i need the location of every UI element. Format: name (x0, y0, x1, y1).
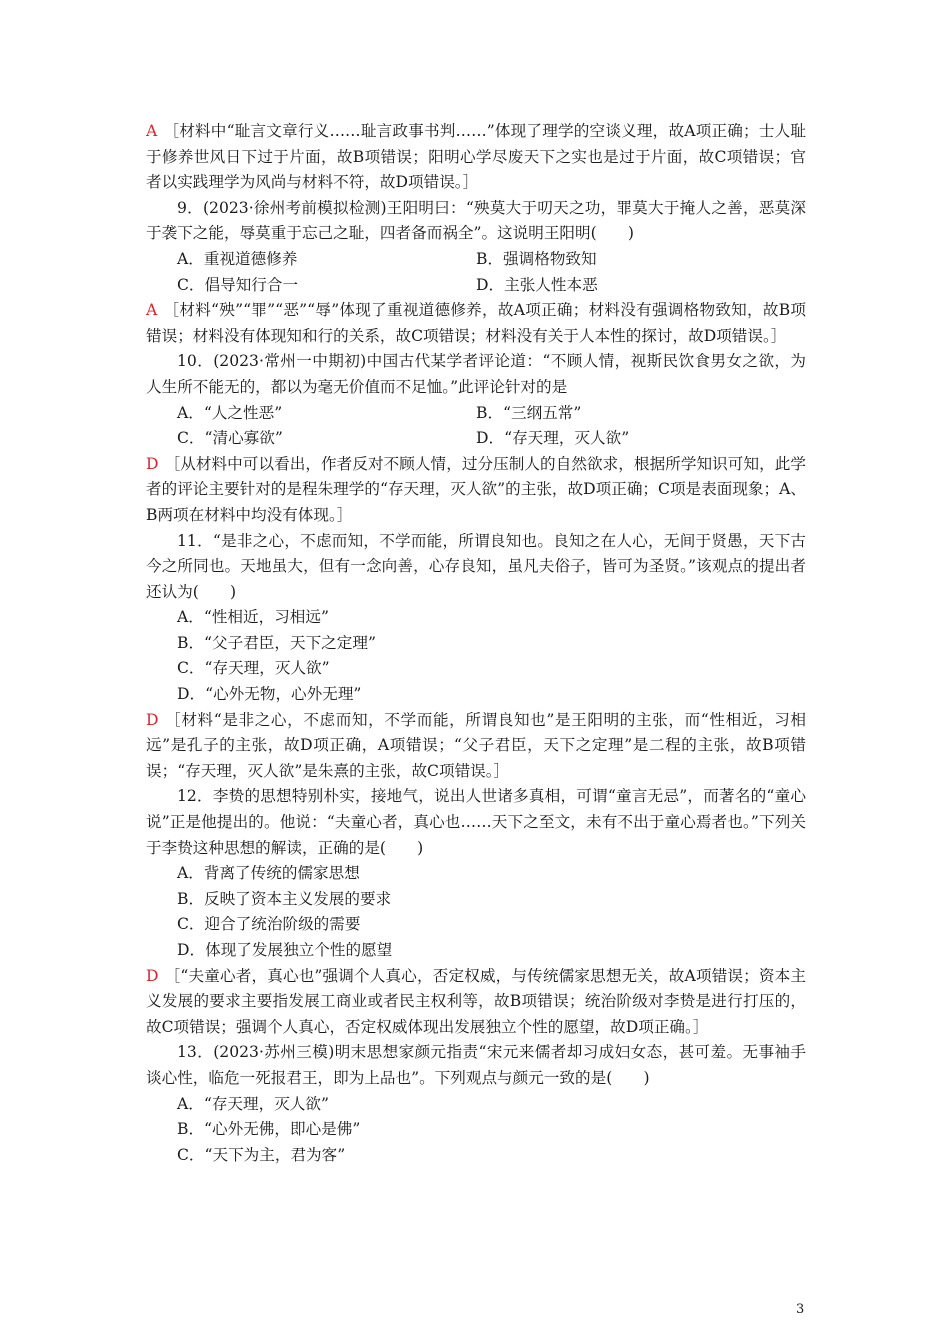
question-9: 9．(2023·徐州考前模拟检测)王阳明曰：“殃莫大于叨天之功，罪莫大于掩人之善，恶莫深于袭下之能，辱莫重于忘己之耻，四者备而祸全”。这说明王阳明( ) (146, 198, 806, 243)
document-body (146, 119, 806, 1168)
answer-9 (146, 298, 806, 349)
option-a: A．“人之性恶” (177, 403, 283, 422)
option-a: A．“性相近，习相远” (177, 608, 329, 627)
answer-key: D (146, 710, 159, 729)
option-c: C．“清心寡欲” (177, 429, 283, 448)
option-b: B．“父子君臣，天下之定理” (177, 633, 376, 652)
option-c: C．“存天理，灭人欲” (177, 659, 330, 678)
option-c: C．倡导知行合一 (177, 275, 299, 294)
options-row (146, 247, 806, 273)
options-row (146, 426, 806, 452)
page-number: 3 (796, 1302, 805, 1317)
answer-text: ［材料“殃”“罪”“恶”“辱”体现了重视道德修养，故A项正确；材料没有强调格物致知，故B项错误；材料没有体现知和行的关系，故C项错误；材料没有关于人本性的探讨，故D项错误。］ (146, 301, 806, 345)
option-d: D．“存天理，灭人欲” (476, 429, 630, 448)
answer-key: A (146, 122, 158, 140)
question-13: 13．(2023·苏州三模)明末思想家颜元指责“宋元来儒者却习成妇女态，甚可羞。无事袖手谈心性，临危一死报君王，即为上品也”。下列观点与颜元一致的是( ) (146, 1043, 806, 1087)
option-d: D．主张人性本恶 (476, 275, 598, 294)
answer-10 (146, 452, 806, 529)
option-c: C．迎合了统治阶级的需要 (177, 915, 361, 934)
answer-key: D (146, 966, 159, 985)
answer-11 (146, 708, 806, 785)
answer-key: A (146, 301, 158, 320)
question-12: 12．李贽的思想特别朴实，接地气，说出人世诸多真相，可谓“童言无忌”，而著名的“童心说”正是他提出的。他说：“夫童心者，真心也……天下之至文，未有不出于童心焉者也。”下列关于李贽这种思想的解读，正确的是( ) (146, 787, 806, 857)
option-b: B．强调格物致知 (476, 249, 597, 268)
option-b: B．“心外无佛，即心是佛” (177, 1120, 361, 1139)
option-c: C．“天下为主，君为客” (177, 1145, 346, 1164)
answer-text: ［“夫童心者，真心也”强调个人真心，否定权威，与传统儒家思想无关，故A项错误；资本主义发展的要求主要指发展工商业或者民主权利等，故B项错误；统治阶级对李贽是进行打压的，故C项错误；强调个人真心，否定权威体现出发展独立个性的愿望，故D项正确。］ (146, 966, 806, 1036)
option-b: B．“三纲五常” (476, 403, 582, 422)
answer-key: D (146, 454, 159, 473)
option-d: D．“心外无物，心外无理” (177, 685, 362, 704)
option-a: A．背离了传统的儒家思想 (177, 864, 360, 883)
answer-12 (146, 964, 806, 1041)
answer-text: ［从材料中可以看出，作者反对不顾人情，过分压制人的自然欲求，根据所学知识可知，此学者的评论主要针对的是程朱理学的“存天理，灭人欲”的主张，故D项正确；C项是表面现象；A、B两项在材料中均没有体现。］ (146, 454, 806, 524)
option-b: B．反映了资本主义发展的要求 (177, 889, 392, 908)
options-row (146, 273, 806, 299)
answer-text: ［材料“是非之心，不虑而知，不学而能，所谓良知也”是王阳明的主张，而“性相近，习相远”是孔子的主张，故D项正确，A项错误；“父子君臣，天下之定理”是二程的主张，故B项错误；“存天理，灭人欲”是朱熹的主张，故C项错误。］ (146, 710, 806, 780)
options-row (146, 401, 806, 427)
option-a: A．重视道德修养 (177, 249, 298, 268)
answer-text: ［材料中“耻言文章行义……耻言政事书判……”体现了理学的空谈义理，故A项正确；士人耻于修养世风日下过于片面，故B项错误；阳明心学尽废天下之实也是过于片面，故C项错误；官者以实践理学为风尚与材料不符，故D项错误。］ (146, 122, 806, 192)
question-10: 10．(2023·常州一中期初)中国古代某学者评论道：“不顾人情，视斯民饮食男女之欲，为人生所不能无的，都以为毫无价值而不足恤。”此评论针对的是 (146, 352, 806, 396)
answer-8 (146, 119, 806, 196)
option-a: A．“存天理，灭人欲” (177, 1094, 329, 1113)
question-11: 11．“是非之心，不虑而知，不学而能，所谓良知也。良知之在人心，无间于贤愚，天下古今之所同也。天地虽大，但有一念向善，心存良知，虽凡夫俗子，皆可为圣贤。”该观点的提出者还认为( ) (146, 531, 806, 601)
option-d: D．体现了发展独立个性的愿望 (177, 941, 393, 959)
